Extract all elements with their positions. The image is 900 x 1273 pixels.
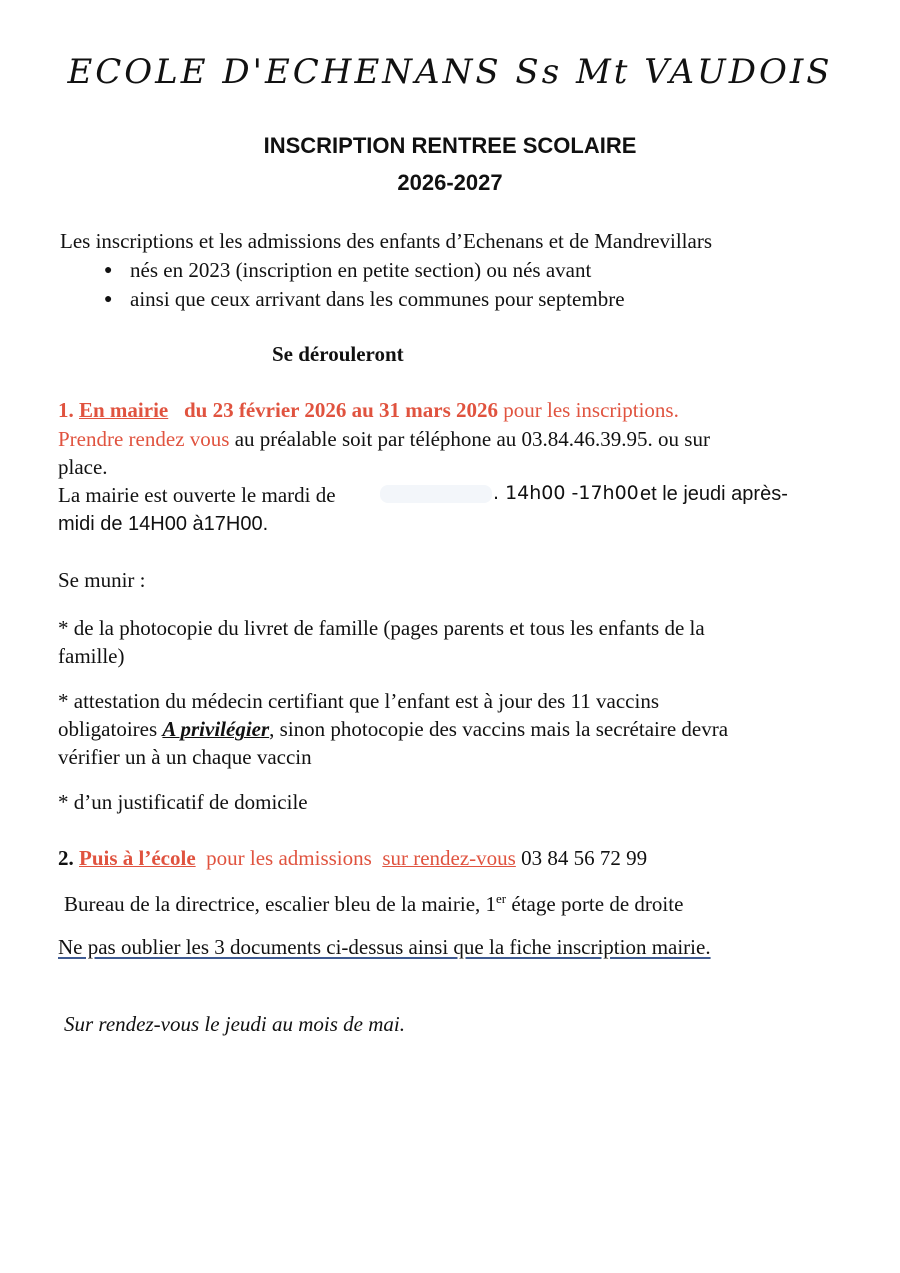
step1-appointment-text: au préalable soit par téléphone au 03.84.46.39.95. ou sur	[234, 427, 710, 451]
step2-office	[64, 891, 683, 917]
step1-hours-value: . 14h00 -17h00	[493, 482, 639, 504]
document-item-2-text-b: , sinon photocopie des vaccins mais la secrétaire devra	[269, 717, 729, 741]
step1-dates: du 23 février 2026 au 31 mars 2026	[184, 398, 499, 422]
step2-appointment: sur rendez-vous	[382, 846, 516, 870]
intro-bullet-1: nés en 2023 (inscription en petite section) ou nés avant	[130, 258, 592, 282]
document-item-1-line-2: famille)	[58, 644, 125, 668]
intro-bullet-2: ainsi que ceux arrivant dans les communes pour septembre	[130, 287, 625, 311]
step2-line	[58, 846, 647, 871]
school-title: ECOLE D'ECHENANS Ss Mt VAUDOIS	[67, 52, 833, 92]
intro-text: Les inscriptions et les admissions des enfants d’Echenans et de Mandrevillars	[60, 229, 713, 253]
step2-office-b: étage porte de droite	[506, 892, 684, 916]
step1-place: En mairie	[79, 398, 169, 422]
bullet-icon: ●	[104, 263, 113, 278]
step1-hours-text-2: et le jeudi après-	[640, 483, 788, 505]
document-item-2-emphasis: A privilégier	[162, 717, 270, 741]
step2-phone: 03 84 56 72 99	[521, 846, 648, 870]
redacted-area	[380, 485, 492, 503]
step1-purpose: pour les inscriptions.	[503, 398, 679, 422]
step2-reminder: Ne pas oublier les 3 documents ci-dessus ainsi que la fiche inscription mairie.	[58, 935, 711, 959]
step2-number: 2.	[58, 846, 74, 870]
step1-number: 1.	[58, 398, 74, 422]
document-item-3: * d’un justificatif de domicile	[58, 790, 308, 814]
step2-place: Puis à l’école	[79, 846, 196, 870]
document-item-2-text-a: obligatoires	[58, 717, 158, 741]
step1-appointment-text-2: place.	[58, 455, 108, 479]
document-item-2-line-2	[58, 717, 728, 742]
step1-hours-text: La mairie est ouverte le mardi de	[58, 483, 336, 507]
document-item-1-line-1: * de la photocopie du livret de famille (pages parents et tous les enfants de la	[58, 616, 705, 640]
bullet-icon: ●	[104, 292, 113, 307]
step1-line	[58, 398, 679, 423]
step2-purpose: pour les admissions	[206, 846, 372, 870]
school-year: 2026-2027	[397, 170, 503, 195]
intro-conclusion: Se dérouleront	[272, 342, 404, 366]
step1-appointment-label: Prendre rendez vous	[58, 427, 230, 451]
page-title: INSCRIPTION RENTREE SCOLAIRE	[263, 133, 637, 158]
step2-office-a: Bureau de la directrice, escalier bleu de la mairie, 1	[64, 892, 497, 916]
document-item-2-line-3: vérifier un à un chaque vaccin	[58, 745, 312, 769]
documents-label: Se munir :	[58, 568, 146, 592]
step1-hours-text-3: midi de 14H00 à17H00.	[58, 513, 269, 535]
document-item-2-line-1: * attestation du médecin certifiant que l’enfant est à jour des 11 vaccins	[58, 689, 660, 713]
step1-appointment-line	[58, 427, 710, 452]
step2-office-sup: er	[496, 891, 507, 906]
footer-note: Sur rendez-vous le jeudi au mois de mai.	[64, 1012, 406, 1036]
